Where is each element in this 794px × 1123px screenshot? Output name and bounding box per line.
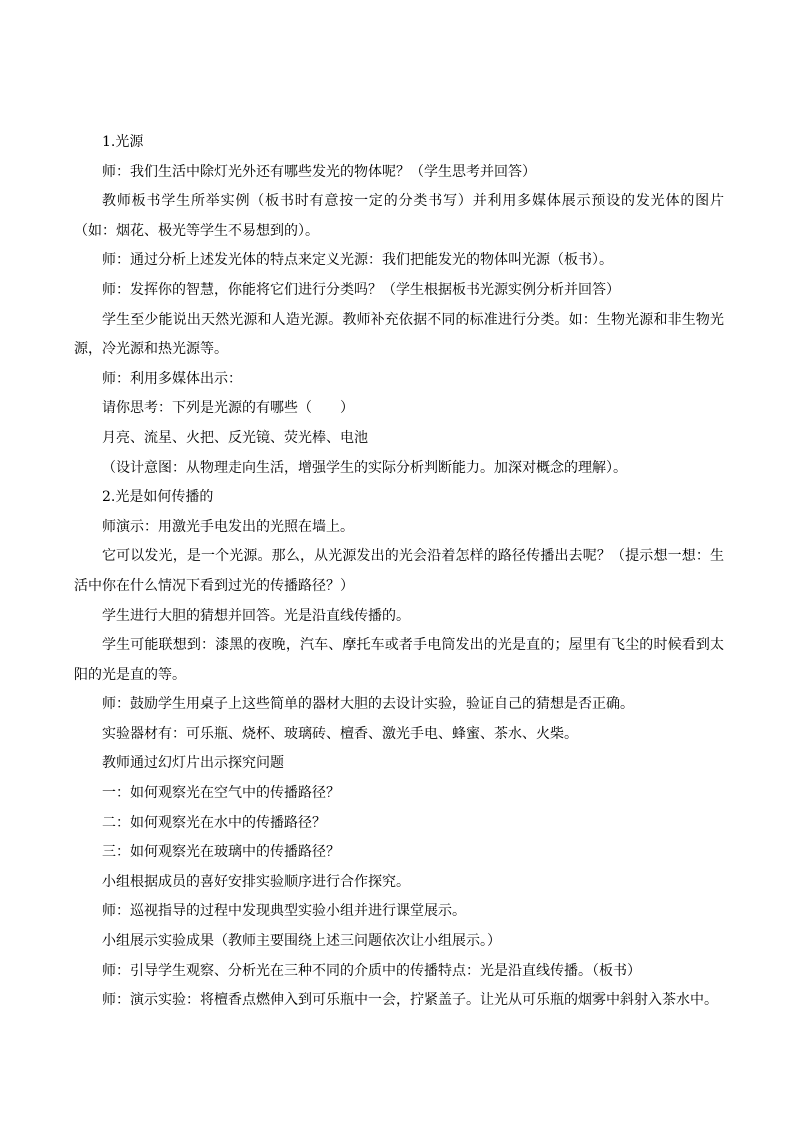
paragraph: 学生可能联想到：漆黑的夜晚，汽车、摩托车或者手电筒发出的光是直的；屋里有飞尘的时候看到太阳的光是直的等。: [74, 637, 724, 683]
inquiry-question-3: 三：如何观察光在玻璃中的传播路径？: [102, 844, 340, 861]
section-heading-light-propagation: 2.光是如何传播的: [102, 489, 214, 506]
section-heading-light-source: 1.光源: [102, 134, 144, 150]
paragraph: 师：引导学生观察、分析光在三种不同的介质中的传播特点：光是沿直线传播。（板书）: [102, 962, 641, 979]
paragraph: 教师板书学生所举实例（板书时有意按一定的分类书写）并利用多媒体展示预设的发光体的图片（如：烟花、极光等学生不易想到的）。: [74, 193, 724, 239]
document-body: [74, 128, 724, 1016]
paragraph: 师：巡视指导的过程中发现典型实验小组并进行课堂展示。: [102, 903, 466, 920]
inquiry-question-2: 二：如何观察光在水中的传播路径？: [102, 814, 326, 831]
paragraph: 小组根据成员的喜好安排实验顺序进行合作探究。: [102, 873, 410, 890]
question-prompt: 请你思考：下列是光源的有哪些（ ）: [102, 400, 354, 417]
paragraph: 它可以发光，是一个光源。那么，从光源发出的光会沿着怎样的路径传播出去呢？（提示想一想：生活中你在什么情况下看到过光的传播路径？）: [74, 548, 724, 594]
paragraph: 师：演示实验：将檀香点燃伸入到可乐瓶中一会，拧紧盖子。让光从可乐瓶的烟雾中斜射入茶水中。: [102, 992, 718, 1009]
paragraph: 师：鼓励学生用桌子上这些简单的器材大胆的去设计实验，验证自己的猜想是否正确。: [102, 696, 634, 713]
paragraph: 师：通过分析上述发光体的特点来定义光源：我们把能发光的物体叫光源（板书）。: [102, 252, 613, 269]
paragraph: 学生至少能说出天然光源和人造光源。教师补充依据不同的标准进行分类。如：生物光源和非生物光源，冷光源和热光源等。: [74, 311, 724, 358]
paragraph: 学生进行大胆的猜想并回答。光是沿直线传播的。: [102, 607, 410, 624]
paragraph: 小组展示实验成果（教师主要围绕上述三问题依次让小组展示。）: [102, 933, 501, 950]
question-options: 月亮、流星、火把、反光镜、荧光棒、电池: [102, 429, 368, 446]
paragraph: 师演示：用激光手电发出的光照在墙上。: [102, 518, 354, 535]
equipment-list: 实验器材有：可乐瓶、烧杯、玻璃砖、檀香、激光手电、蜂蜜、茶水、火柴。: [102, 725, 578, 742]
paragraph: 师：我们生活中除灯光外还有哪些发光的物体呢？（学生思考并回答）: [102, 163, 536, 180]
paragraph: 师：发挥你的智慧，你能将它们进行分类吗？（学生根据板书光源实例分析并回答）: [102, 281, 620, 298]
design-intent-note: （设计意图：从物理走向生活，增强学生的实际分析判断能力。加深对概念的理解）。: [102, 459, 627, 476]
paragraph: 教师通过幻灯片出示探究问题: [102, 755, 284, 772]
inquiry-question-1: 一：如何观察光在空气中的传播路径？: [102, 785, 340, 802]
paragraph: 师：利用多媒体出示：: [102, 370, 242, 387]
